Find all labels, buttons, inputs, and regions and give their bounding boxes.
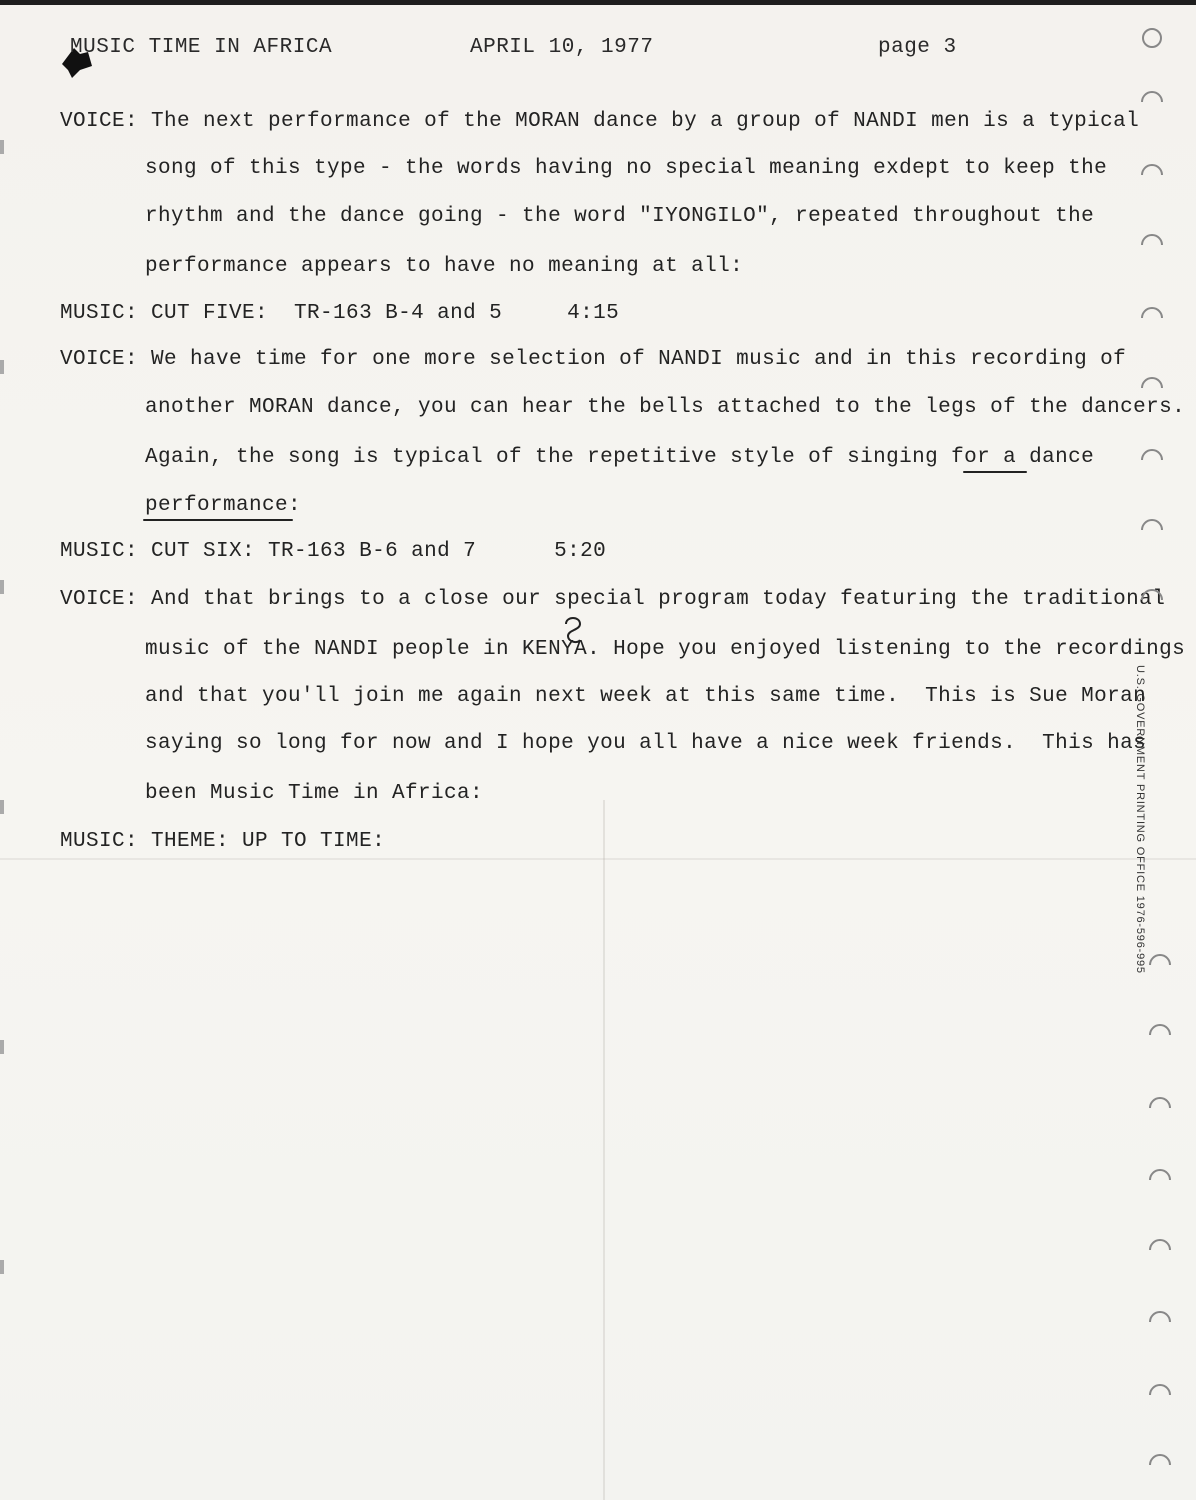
speaker-label: VOICE:: [60, 110, 139, 133]
line-text: THEME: UP TO TIME:: [151, 830, 386, 853]
header-title: MUSIC TIME IN AFRICA: [70, 36, 333, 59]
line-text: another MORAN dance, you can hear the bells attached to the legs of the dancers.: [145, 396, 1186, 419]
line-text: performance appears to have no meaning at all:: [145, 255, 744, 278]
speaker-label: VOICE:: [60, 588, 139, 611]
line-text: and that you'll join me again next week at this same time. This is Sue Moran: [145, 685, 1147, 708]
script-line-6: [60, 348, 1126, 371]
script-line-10: [60, 540, 606, 563]
fold-crease-horizontal: [0, 858, 1196, 860]
script-line-8: [145, 446, 1094, 469]
page-top-edge: [0, 0, 1196, 5]
script-line-7: [145, 396, 1185, 419]
feed-holes: [1142, 29, 1170, 1465]
left-edge-ticks: [0, 140, 4, 1274]
script-line-1: [60, 110, 1139, 133]
line-text: performance:: [145, 494, 302, 517]
script-line-9: [145, 494, 301, 517]
line-text: CUT SIX: TR-163 B-6 and 7 5:20: [151, 540, 607, 563]
speaker-label: MUSIC:: [60, 830, 139, 853]
line-text: song of this type - the words having no special meaning exdept to keep the: [145, 157, 1108, 180]
handwritten-underline: [963, 471, 1027, 473]
script-line-2: [145, 157, 1107, 180]
script-line-15: [145, 782, 483, 805]
line-text: Again, the song is typical of the repetitive style of singing for a dance: [145, 446, 1095, 469]
line-text: music of the NANDI people in KENYA. Hope you enjoyed listening to the recordings: [145, 638, 1186, 661]
script-line-11: [60, 588, 1165, 611]
script-line-12: [145, 638, 1185, 661]
handwritten-underline: [143, 519, 293, 521]
speaker-label: MUSIC:: [60, 302, 139, 325]
line-text: And that brings to a close our special program today featuring the traditional: [151, 588, 1166, 611]
speaker-label: VOICE:: [60, 348, 139, 371]
script-line-13: [145, 685, 1146, 708]
script-line-5: [60, 302, 619, 325]
line-text: We have time for one more selection of NANDI music and in this recording of: [151, 348, 1127, 371]
line-text: saying so long for now and I hope you all have a nice week friends. This has: [145, 732, 1147, 755]
line-text: been Music Time in Africa:: [145, 782, 484, 805]
handwritten-mark: [560, 614, 586, 648]
script-line-3: [145, 205, 1094, 228]
speaker-label: MUSIC:: [60, 540, 139, 563]
fold-crease-vertical: [603, 800, 605, 1500]
script-line-16: [60, 830, 385, 853]
header-date: APRIL 10, 1977: [470, 36, 654, 59]
line-text: rhythm and the dance going - the word "IYONGILO", repeated throughout the: [145, 205, 1095, 228]
header-page-number: page 3: [878, 36, 957, 59]
script-line-14: [145, 732, 1146, 755]
margin-printer-imprint: U.S. GOVERNMENT PRINTING OFFICE 1976-596-995: [1134, 665, 1146, 974]
line-text: The next performance of the MORAN dance by a group of NANDI men is a typical: [151, 110, 1140, 133]
script-line-4: [145, 255, 743, 278]
line-text: CUT FIVE: TR-163 B-4 and 5 4:15: [151, 302, 620, 325]
